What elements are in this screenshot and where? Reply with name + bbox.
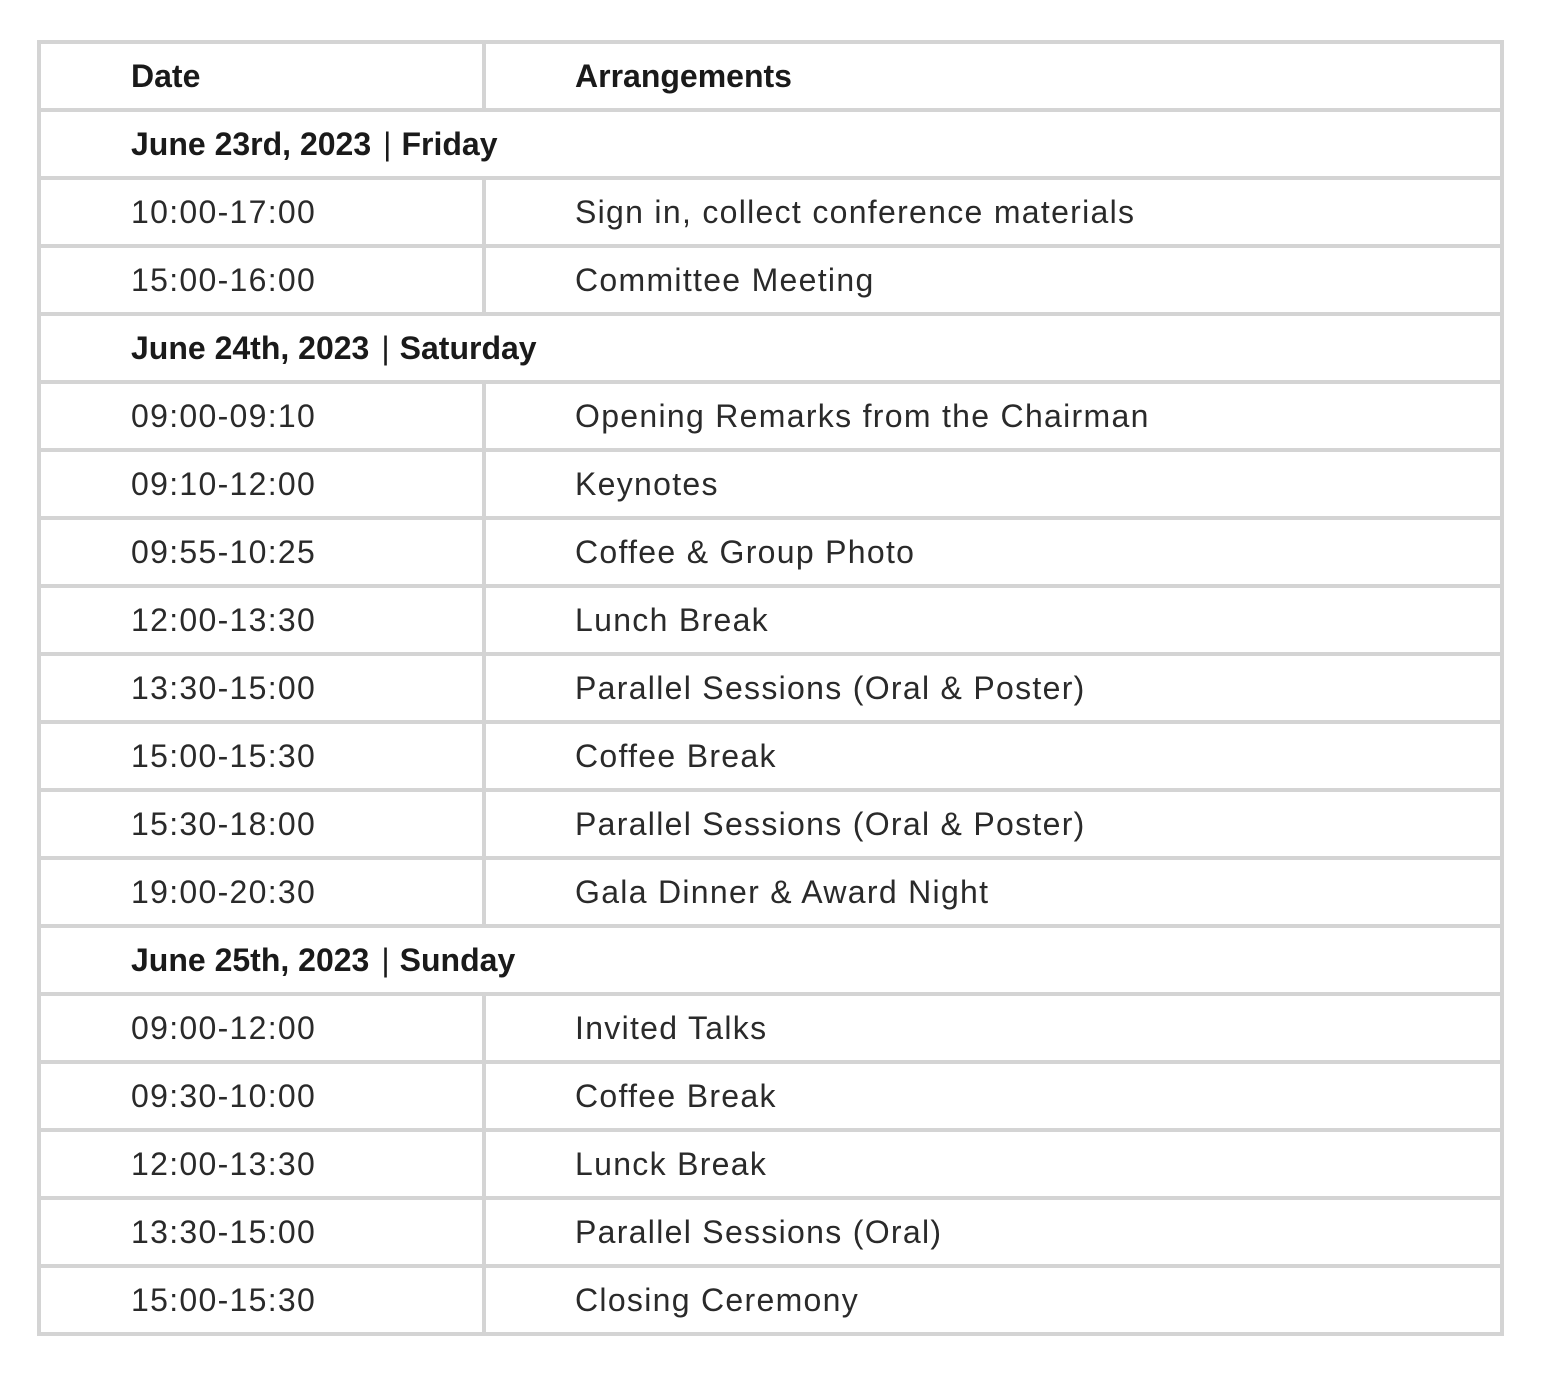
arrangements-column-header: Arrangements: [484, 42, 1502, 110]
schedule-table: [37, 40, 1504, 1336]
table-row: [39, 858, 1502, 926]
time-cell: 12:00-13:30: [39, 1130, 484, 1198]
time-cell: 12:00-13:30: [39, 586, 484, 654]
arrangement-cell: Invited Talks: [484, 994, 1502, 1062]
arrangement-cell: Closing Ceremony: [484, 1266, 1502, 1334]
table-row: [39, 1130, 1502, 1198]
day-heading: [39, 110, 1502, 178]
table-row: [39, 586, 1502, 654]
time-cell: 15:00-15:30: [39, 1266, 484, 1334]
arrangement-cell: Keynotes: [484, 450, 1502, 518]
time-cell: 09:30-10:00: [39, 1062, 484, 1130]
table-row: [39, 790, 1502, 858]
arrangement-cell: Coffee & Group Photo: [484, 518, 1502, 586]
table-row: [39, 382, 1502, 450]
arrangement-cell: Coffee Break: [484, 722, 1502, 790]
table-row: [39, 1062, 1502, 1130]
arrangement-cell: Opening Remarks from the Chairman: [484, 382, 1502, 450]
arrangement-cell: Parallel Sessions (Oral & Poster): [484, 654, 1502, 722]
time-cell: 13:30-15:00: [39, 654, 484, 722]
table-row: [39, 178, 1502, 246]
time-cell: 09:00-12:00: [39, 994, 484, 1062]
day-separator: |: [381, 941, 390, 978]
time-cell: 10:00-17:00: [39, 178, 484, 246]
arrangement-cell: Parallel Sessions (Oral): [484, 1198, 1502, 1266]
table-row: [39, 654, 1502, 722]
arrangement-cell: Coffee Break: [484, 1062, 1502, 1130]
time-cell: 09:00-09:10: [39, 382, 484, 450]
day-row: [39, 926, 1502, 994]
time-cell: 15:30-18:00: [39, 790, 484, 858]
arrangement-cell: Parallel Sessions (Oral & Poster): [484, 790, 1502, 858]
table-row: [39, 722, 1502, 790]
day-weekday: Sunday: [399, 941, 516, 978]
table-row: [39, 518, 1502, 586]
day-heading: [39, 314, 1502, 382]
arrangement-cell: Lunck Break: [484, 1130, 1502, 1198]
day-date: June 25th, 2023: [131, 941, 370, 978]
day-weekday: Friday: [401, 125, 498, 162]
table-row: [39, 1198, 1502, 1266]
time-cell: 09:10-12:00: [39, 450, 484, 518]
arrangement-cell: Committee Meeting: [484, 246, 1502, 314]
table-row: [39, 246, 1502, 314]
arrangement-cell: Sign in, collect conference materials: [484, 178, 1502, 246]
header-row: [39, 42, 1502, 110]
day-row: [39, 110, 1502, 178]
time-cell: 15:00-15:30: [39, 722, 484, 790]
day-date: June 24th, 2023: [131, 329, 370, 366]
day-heading: [39, 926, 1502, 994]
day-separator: |: [381, 329, 390, 366]
time-cell: 13:30-15:00: [39, 1198, 484, 1266]
day-date: June 23rd, 2023: [131, 125, 372, 162]
table-row: [39, 450, 1502, 518]
day-separator: |: [383, 125, 392, 162]
table-row: [39, 1266, 1502, 1334]
day-weekday: Saturday: [399, 329, 537, 366]
time-cell: 09:55-10:25: [39, 518, 484, 586]
arrangement-cell: Lunch Break: [484, 586, 1502, 654]
table-row: [39, 994, 1502, 1062]
date-column-header: Date: [39, 42, 484, 110]
time-cell: 19:00-20:30: [39, 858, 484, 926]
day-row: [39, 314, 1502, 382]
time-cell: 15:00-16:00: [39, 246, 484, 314]
arrangement-cell: Gala Dinner & Award Night: [484, 858, 1502, 926]
